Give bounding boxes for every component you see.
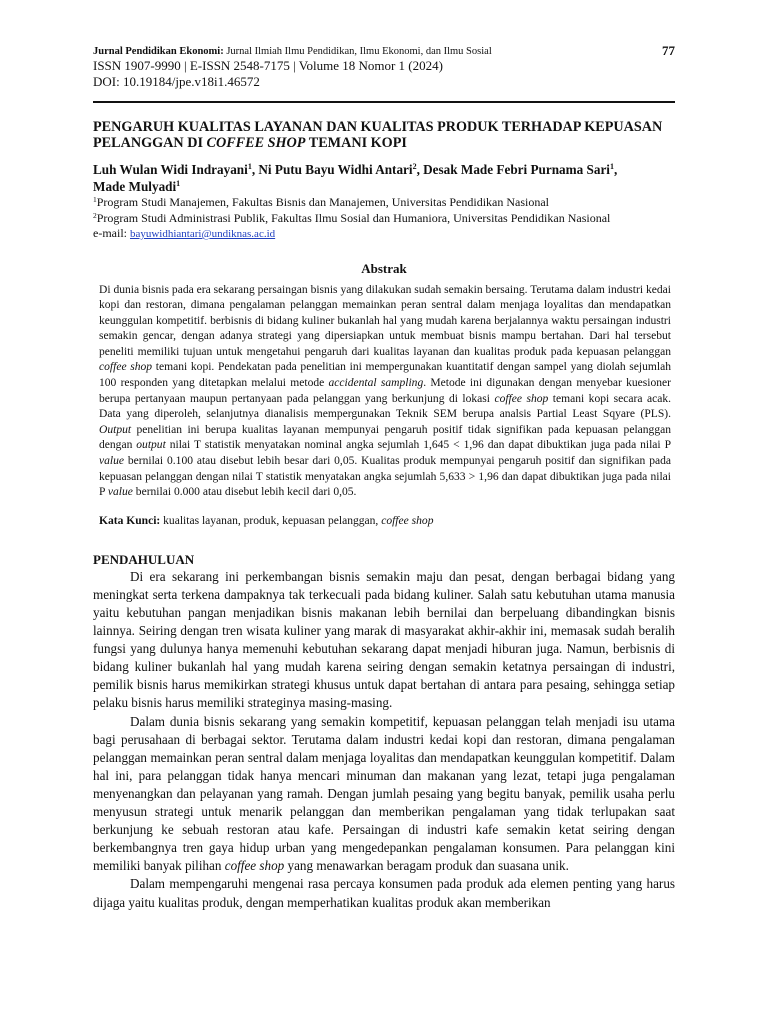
italic-text: output [136, 439, 166, 452]
text-run: . Metode ini digunakan dengan menyebar kuesioner berupa pertanyaan maupun pertanyaan pada pelanggan yang berkunjung di lokasi [99, 377, 671, 405]
text-run: bernilai 0.000 atau disebut lebih kecil dari 0,05. [132, 486, 357, 499]
author-sup: 1 [247, 162, 252, 171]
doi-line: DOI: 10.19184/jpe.v18i1.46572 [93, 74, 260, 89]
author-name: Luh Wulan Widi Indrayani [93, 162, 248, 177]
affiliation-text: Program Studi Manajemen, Fakultas Bisnis dan Manajemen, Universitas Pendidikan Nasional [96, 195, 550, 209]
italic-text: Output [99, 423, 132, 436]
page-number: 77 [662, 43, 675, 58]
text-run: temani kopi. Pendekatan pada penelitian ini mempergunakan kuantitatif dengan sampel yang diolah sejumlah 100 responden yang ditetapkan melalui metode [99, 361, 671, 390]
text-run: Di era sekarang ini perkembangan bisnis semakin maju dan pesat, dengan berbagai bidang yang meningkat serta terkena dampaknya tak terkecuali pada bidang kuliner. Salah satu kebutuhan utama manusia yaitu kebutuhan pangan menjadikan bisnis makanan lebih bernilai dan berpeluang dibandingkan bisnis lainnya. Seiring dengan tren wisata kuliner yang marak di masyarakat akhir-akhir ini, memasak sudah beralih fungsi yang dulunya hanya memenuhi kebutuhan sekarang dapat menjadi hiburan juga. Namun, berbisnis di bidang kuliner bukanlah hal yang mudah karena seiring dengan semakin ketatnya persaingan di industri, pemilik bisnis harus memikirkan strategi khusus untuk dapat bertahan di antara para pesaing, sehingga setiap pelaku bisnis harus memiliki strateginya masing-masing. [93, 568, 675, 711]
title-part1: PENGARUH KUALITAS LAYANAN DAN KUALITAS PRODUK TERHADAP KEPUASAN PELANGGAN DI [93, 119, 663, 151]
email-line [93, 226, 675, 243]
affiliation-sup: 2 [93, 210, 97, 220]
text-run: temani kopi secara acak. Data yang diperoleh, selanjutnya dianalisis mempergunakan Teknik SEM berupa analsis Partial Least Sqyare (PLS). [99, 392, 672, 421]
section-heading: PENDAHULUAN [93, 551, 195, 567]
italic-text: accidental sampling [328, 377, 424, 390]
text-run: Dalam dunia bisnis sekarang yang semakin kompetitif, kepuasan pelanggan telah menjadi isu utama bagi perusahaan di berbagai sektor. Terutama dalam industri kedai kopi dan restoran, dimana pengalaman pelanggan memainkan peran sentral dalam menjaga loyalitas dan mendapatkan keunggulan kompetitif. Dalam hal ini, para pelanggan tidak hanya mencari minuman dan makanan yang lezat, tetapi juga pengalaman menyenangkan dan pelayanan yang ramah. Dengan jumlah pesaing yang begitu banyak, pemilik usaha perlu menyusun strategi untuk menarik pelanggan dan memberikan pengalaman yang tidak terlupakan saat berkunjung ke sebuah restoran atau kafe. Persaingan di industri kafe semakin ketat seiring dengan berkembangnya tren gaya hidup urban yang mengedepankan pengalaman konsumen. Para pelanggan kini memiliki banyak pilihan [93, 713, 675, 874]
author-sep: , [251, 162, 259, 177]
body-paragraph [93, 568, 675, 713]
author-list [93, 161, 675, 195]
paper-title [93, 119, 675, 151]
author-sep: , [416, 162, 424, 177]
affiliation-2 [93, 211, 675, 227]
affiliation-1 [93, 195, 675, 211]
title-italic: COFFEE SHOP [206, 135, 306, 151]
keywords-label: Kata Kunci: [99, 514, 161, 527]
text-run: Dalam mempengaruhi mengenai rasa percaya konsumen pada produk ada elemen penting yang harus dijaga yaitu kualitas produk, dengan memperhatikan kualitas produk akan memberikan [93, 876, 675, 910]
title-part2: TEMANI KOPI [305, 135, 407, 151]
author-name: Made Mulyadi [93, 179, 177, 194]
author-sup: 2 [412, 162, 417, 171]
body-paragraph [93, 713, 675, 876]
text-run: Di dunia bisnis pada era sekarang persaingan bisnis yang dilakukan sudah semakin bersaing. Terutama dalam industri kedai kopi dan restoran, dimana pengalaman pelanggan memainkan peran sentral dalam menjaga loyalitas dan mendapatkan keunggulan kompetitif. berbisnis di bidang kuliner bukanlah hal yang mudah karena berjalannya waktu persaingan industri semakin gencar, dengan adanya strategi yang dipersiapkan untuk membuat bisnis mampu bertahan. Dari hal tersebut peneliti memiliki tujuan untuk mengetahui pengaruh dari kualitas layanan dan kualitas produk pada kepuasan pelanggan [99, 283, 671, 358]
email-link[interactable]: bayuwidhiantari@undiknas.ac.id [129, 228, 276, 240]
italic-text: coffee shop [224, 858, 285, 874]
keywords-line [99, 514, 675, 529]
keywords-italic: coffee shop [381, 514, 434, 527]
section-body [93, 568, 675, 912]
affiliation-text: Program Studi Administrasi Publik, Fakultas Ilmu Sosial dan Humaniora, Universitas Pendidikan Nasional [96, 210, 611, 225]
italic-text: value [99, 455, 125, 468]
text-run: yang menawarkan beragam produk dan suasana unik. [284, 858, 569, 874]
text-run: bernilai 0.100 atau disebut lebih besar dari 0,05. Kualitas produk mempunyai pengaruh positif dan signifikan pada kepuasan pelanggan dengan nilai T statistik menyatakan angka sejumlah 5,633 > 1,96 dan dapat dibuktikan juga pada nilai P [99, 455, 671, 499]
abstract-heading: Abstrak [361, 260, 407, 276]
affiliation-sup: 1 [93, 195, 97, 204]
text-run: nilai T statistik menyatakan nominal angka sejumlah 1,645 < 1,96 dan dapat dibuktikan juga pada nilai P [165, 439, 671, 452]
author-name: Ni Putu Bayu Widhi Antari [258, 162, 413, 177]
author-name: Desak Made Febri Purnama Sari [423, 162, 610, 177]
author-sup: 1 [609, 162, 614, 171]
text-run: penelitian ini berupa kualitas layanan mempunyai pengaruh positif tidak signifikan pada kepuasan pelanggan dengan [99, 423, 671, 452]
abstract-body [99, 283, 671, 501]
author-sup: 1 [176, 179, 181, 188]
italic-text: coffee shop [99, 361, 153, 374]
email-label: e-mail: [93, 226, 130, 240]
journal-subtitle: Jurnal Ilmiah Ilmu Pendidikan, Ilmu Ekonomi, dan Ilmu Sosial [226, 46, 492, 57]
italic-text: value [107, 486, 133, 499]
issn-line: ISSN 1907-9990 | E-ISSN 2548-7175 | Volume 18 Nomor 1 (2024) [93, 58, 443, 73]
paper-page [93, 40, 675, 912]
body-paragraph [93, 875, 675, 911]
keywords-text: kualitas layanan, produk, kepuasan pelanggan, [160, 514, 382, 527]
journal-name: Jurnal Pendidikan Ekonomi: [93, 46, 224, 57]
author-sep: , [613, 162, 618, 177]
journal-header [93, 45, 675, 58]
italic-text: coffee shop [494, 392, 549, 405]
header-rule [93, 101, 675, 103]
